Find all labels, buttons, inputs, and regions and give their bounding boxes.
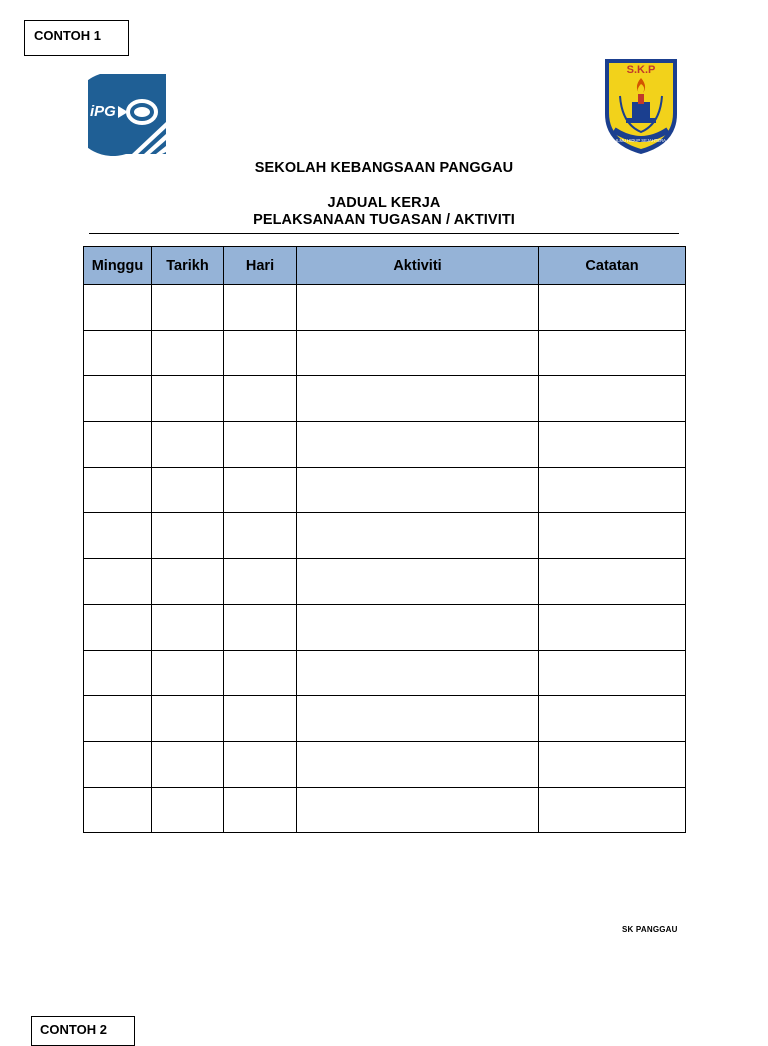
table-row (84, 559, 686, 605)
table-row (84, 513, 686, 559)
table-cell[interactable] (224, 330, 297, 376)
skp-logo (602, 56, 680, 156)
table-cell[interactable] (539, 376, 686, 422)
table-row (84, 787, 686, 833)
column-header-catatan: Catatan (539, 247, 686, 285)
table-cell[interactable] (84, 559, 152, 605)
table-cell[interactable] (224, 422, 297, 468)
table-cell[interactable] (539, 330, 686, 376)
table-cell[interactable] (224, 604, 297, 650)
example-label-top: CONTOH 1 (24, 20, 129, 56)
table-row (84, 741, 686, 787)
school-name: SEKOLAH KEBANGSAAN PANGGAU (254, 160, 514, 176)
table-cell[interactable] (297, 696, 539, 742)
table-cell[interactable] (152, 467, 224, 513)
table-row (84, 285, 686, 331)
table-row (84, 604, 686, 650)
table-cell[interactable] (84, 650, 152, 696)
table-cell[interactable] (224, 741, 297, 787)
table-cell[interactable] (224, 513, 297, 559)
table-row (84, 696, 686, 742)
skp-motto: ILMU HIDUP SEJAHTERA (616, 138, 666, 143)
table-cell[interactable] (224, 787, 297, 833)
table-cell[interactable] (297, 559, 539, 605)
table-cell[interactable] (152, 559, 224, 605)
table-cell[interactable] (224, 559, 297, 605)
table-cell[interactable] (84, 787, 152, 833)
table-row (84, 422, 686, 468)
footer-school-name: SK PANGGAU (622, 925, 678, 934)
table-cell[interactable] (539, 513, 686, 559)
header-divider (89, 233, 679, 234)
column-header-tarikh: Tarikh (152, 247, 224, 285)
table-cell[interactable] (224, 376, 297, 422)
table-cell[interactable] (297, 604, 539, 650)
table-cell[interactable] (539, 559, 686, 605)
document-subtitle: PELAKSANAAN TUGASAN / AKTIVITI (253, 212, 515, 228)
ipg-logo-text: iPG (90, 103, 116, 120)
table-header-row (84, 247, 686, 285)
table-cell[interactable] (152, 285, 224, 331)
table-cell[interactable] (297, 513, 539, 559)
column-header-hari: Hari (224, 247, 297, 285)
column-header-minggu: Minggu (84, 247, 152, 285)
table-cell[interactable] (297, 285, 539, 331)
table-cell[interactable] (539, 422, 686, 468)
table-cell[interactable] (224, 467, 297, 513)
column-header-aktiviti: Aktiviti (297, 247, 539, 285)
table-cell[interactable] (84, 422, 152, 468)
table-cell[interactable] (84, 376, 152, 422)
table-cell[interactable] (297, 787, 539, 833)
table-cell[interactable] (297, 741, 539, 787)
table-cell[interactable] (152, 330, 224, 376)
ipg-logo (88, 70, 168, 156)
document-title: JADUAL KERJA (327, 195, 441, 211)
table-cell[interactable] (297, 330, 539, 376)
table-cell[interactable] (84, 604, 152, 650)
table-cell[interactable] (84, 285, 152, 331)
table-cell[interactable] (539, 285, 686, 331)
table-cell[interactable] (152, 696, 224, 742)
table-cell[interactable] (539, 696, 686, 742)
example-label-bottom: CONTOH 2 (31, 1016, 135, 1046)
table-row (84, 467, 686, 513)
table-cell[interactable] (84, 513, 152, 559)
table-cell[interactable] (152, 787, 224, 833)
table-cell[interactable] (539, 467, 686, 513)
table-cell[interactable] (539, 741, 686, 787)
table-cell[interactable] (539, 787, 686, 833)
table-row (84, 650, 686, 696)
table-cell[interactable] (152, 604, 224, 650)
table-cell[interactable] (152, 513, 224, 559)
table-cell[interactable] (152, 422, 224, 468)
table-cell[interactable] (297, 422, 539, 468)
table-cell[interactable] (84, 467, 152, 513)
table-cell[interactable] (224, 696, 297, 742)
table-cell[interactable] (152, 376, 224, 422)
table-row (84, 376, 686, 422)
table-cell[interactable] (539, 650, 686, 696)
skp-logo-text: S.K.P (626, 64, 656, 76)
table-cell[interactable] (84, 741, 152, 787)
table-cell[interactable] (84, 330, 152, 376)
table-cell[interactable] (152, 650, 224, 696)
table-cell[interactable] (297, 467, 539, 513)
table-cell[interactable] (152, 741, 224, 787)
schedule-table (83, 246, 686, 833)
table-cell[interactable] (84, 696, 152, 742)
table-cell[interactable] (224, 285, 297, 331)
table-cell[interactable] (539, 604, 686, 650)
table-row (84, 330, 686, 376)
table-cell[interactable] (297, 650, 539, 696)
table-cell[interactable] (297, 376, 539, 422)
table-cell[interactable] (224, 650, 297, 696)
